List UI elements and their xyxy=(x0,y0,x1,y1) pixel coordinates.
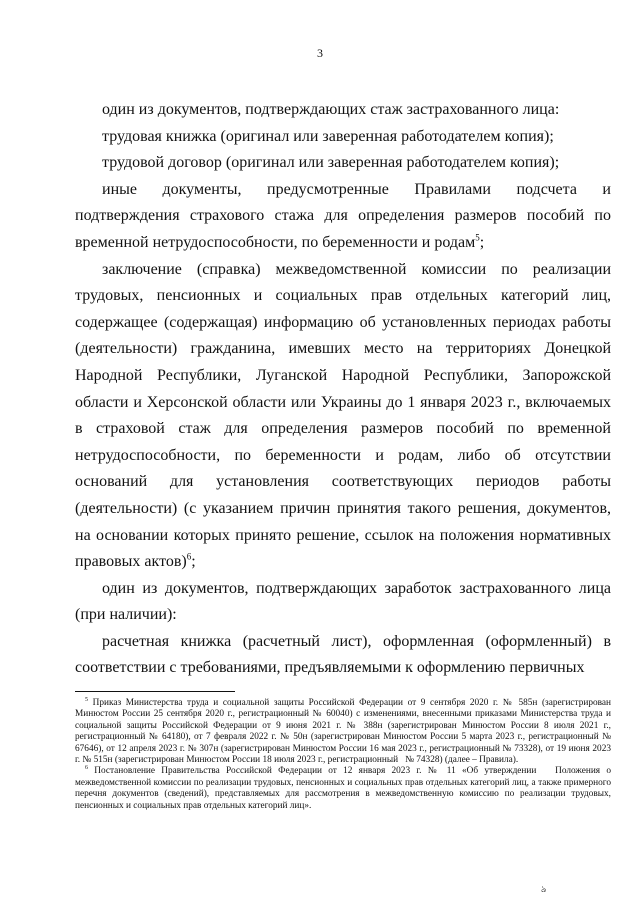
footnote-5 xyxy=(75,696,614,766)
paragraph-other-documents xyxy=(75,177,611,257)
document-body xyxy=(75,97,623,682)
paragraph-employment-contract xyxy=(75,150,611,177)
paragraph-text: трудовая книжка (оригинал или заверенная работодателем копия); xyxy=(102,127,554,145)
paragraph-text: один из документов, подтверждающих стаж застрахованного лица: xyxy=(102,101,560,118)
paragraph-stazh-documents xyxy=(75,97,611,124)
scan-mark: ঌ xyxy=(541,884,547,894)
paragraph-commission-conclusion xyxy=(75,257,611,576)
footnote-reference[interactable]: 6 xyxy=(186,551,192,562)
footnote-6 xyxy=(75,765,614,812)
footnote-divider xyxy=(75,691,235,692)
footnote-mark: 5 xyxy=(85,696,88,703)
paragraph-payslip xyxy=(75,629,611,682)
paragraph-text: заключение (справка) межведомственной комиссии по реализации трудовых, пенсионных и социальных прав отдельных категорий лиц, содержащее (содержащая) информацию об установленных периодах работы (деятельности) гражданина, имевших место на территориях Донецкой Народной Республики, Луганской Народной Республики, Запорожской области и Херсонской области или Украины до 1 января 2023 г., включаемых в страховой стаж для определения размеров пособий по временной нетрудоспособности, по беременности и родам, либо об отсутствии оснований для установления соответствующих периодов работы (деятельности) (с указанием причин принятия такого решения, документов, на основании которых принято решение, ссылок на положения нормативных правовых актов) xyxy=(75,260,611,571)
footnotes-section xyxy=(75,696,614,812)
footnote-mark: 6 xyxy=(85,765,88,772)
paragraph-earnings-documents xyxy=(75,576,623,629)
paragraph-work-book xyxy=(75,124,611,151)
paragraph-text: иные документы, предусмотренные Правилами подсчета и подтверждения страхового стажа для определения размеров пособий по временной нетрудоспособности, по беременности и родам xyxy=(75,180,611,251)
paragraph-text: расчетная книжка (расчетный лист), оформленная (оформленный) в соответствии с требованиями, предъявляемыми к оформлению первичных xyxy=(75,632,611,677)
paragraph-tail: ; xyxy=(479,233,485,251)
paragraph-text: трудовой договор (оригинал или заверенная работодателем копия); xyxy=(102,154,560,172)
footnote-text: Постановление Правительства Российской Федерации от 12 января 2023 г. № 11 «Об утверждении Положения о межведомственной комиссии по реализации трудовых, пенсионных и социальных прав отдельных категорий лиц, а также примерного перечня документов (сведений), представляемых для рассмотрения в межведомственную комиссию по реализации трудовых, пенсионных и социальных прав отдельных категорий лиц». xyxy=(75,766,614,811)
footnote-text: Приказ Министерства труда и социальной защиты Российской Федерации от 9 сентября 2020 г. № 585н (зарегистрирован Минюстом России 25 сентября 2020 г., регистрационный № 60040) с изменениями, внесенными приказами Министерства труда и социальной защиты Российской Федерации от 9 июня 2021 г. № 388н (зарегистрирован Минюстом России 8 июля 2021 г., регистрационный № 64180), от 7 февраля 2022 г. № 50н (зарегистрирован Минюстом России 5 марта 2023 г., регистрационный № 67646), от 12 апреля 2023 г. № 307н (зарегистрирован Минюстом России 16 мая 2023 г., регистрационный № 73328), от 19 июня 2023 г. № 515н (зарегистрирован Минюстом России 18 июля 2023 г., регистрационный № 74328) (далее – Правила). xyxy=(75,698,614,766)
page-number: 3 xyxy=(317,46,323,60)
footnote-reference[interactable]: 5 xyxy=(475,232,480,243)
paragraph-text: один из документов, подтверждающих заработок застрахованного лица (при наличии): xyxy=(75,579,623,624)
paragraph-tail: ; xyxy=(191,553,196,571)
